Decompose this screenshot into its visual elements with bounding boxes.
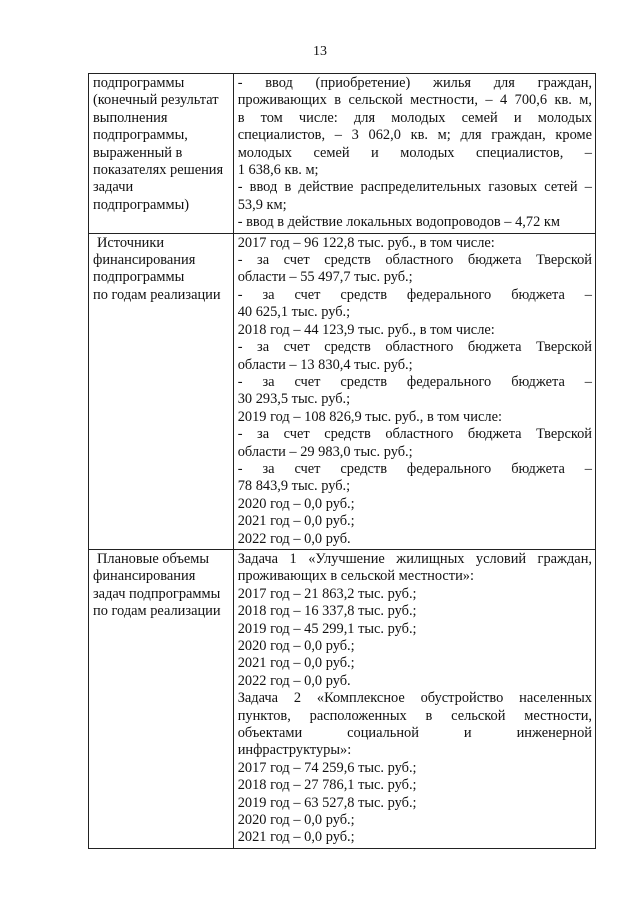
label-line: (конечный результат (93, 92, 219, 109)
row-label-cell (89, 549, 234, 848)
content-line: 2017 год – 74 259,6 тыс. руб.; (237, 759, 417, 776)
content-line: 2018 год – 27 786,1 тыс. руб.; (237, 777, 417, 794)
page-number: 13 (313, 44, 327, 59)
content-line: - ввод (приобретение) жилья для граждан, (237, 75, 592, 91)
label-line: подпрограммы, (93, 127, 188, 144)
content-line: в том числе: для молодых семей и молодых (237, 109, 592, 126)
label-line: подпрограммы (93, 269, 185, 286)
content-line: 78 843,9 тыс. руб.; (237, 478, 351, 495)
label-line: Источники (97, 234, 165, 251)
table-body (89, 74, 596, 849)
content-line: - за счет средств федерального бюджета – (237, 373, 592, 390)
content-line: молодых семей и молодых специалистов, – (237, 144, 592, 161)
content-line: 2021 год – 0,0 руб.; (237, 655, 355, 672)
label-line: финансирования (93, 252, 196, 269)
table-row (89, 549, 596, 848)
content-line: Задача 1 «Улучшение жилищных условий граждан, (237, 550, 592, 567)
content-line: 2017 год – 96 122,8 тыс. руб., в том числе: (237, 234, 495, 251)
content-line: 2019 год – 108 826,9 тыс. руб., в том числе: (237, 408, 502, 425)
row-content-cell (233, 233, 595, 549)
content-line: проживающих в сельской местности»: (237, 568, 474, 585)
content-line: 2021 год – 0,0 руб.; (237, 829, 355, 846)
label-line: выполнения (93, 109, 168, 126)
label-line: задачи (93, 179, 134, 196)
content-line: - ввод в действие локальных водопроводов – 4,72 км (237, 214, 560, 231)
content-line: специалистов, – 3 062,0 кв. м; для граждан, кроме (237, 127, 592, 144)
content-line: 2021 год – 0,0 руб.; (237, 513, 355, 530)
content-line: области – 13 830,4 тыс. руб.; (237, 356, 413, 373)
content-line: 2018 год – 16 337,8 тыс. руб.; (237, 603, 417, 620)
row-label-cell (89, 233, 234, 549)
table-row (89, 233, 596, 549)
content-line: области – 29 983,0 тыс. руб.; (237, 443, 413, 460)
label-line: финансирования (93, 568, 196, 585)
content-line: 40 625,1 тыс. руб.; (237, 304, 351, 321)
content-line: 2018 год – 44 123,9 тыс. руб., в том числе: (237, 321, 495, 338)
content-line: - за счет средств федерального бюджета – (237, 286, 592, 303)
content-line: - за счет средств областного бюджета Тверской (237, 339, 592, 356)
content-line: проживающих в сельской местности, – 4 700,6 кв. м, (237, 92, 592, 109)
content-line: - за счет средств областного бюджета Тверской (237, 252, 592, 269)
content-line: объектами социальной и инженерной (237, 725, 592, 742)
label-line: подпрограммы (93, 75, 185, 91)
content-line: 2019 год – 45 299,1 тыс. руб.; (237, 620, 417, 637)
content-line: - за счет средств федерального бюджета – (237, 460, 592, 477)
program-passport-table (88, 73, 596, 849)
table-row (89, 74, 596, 234)
content-line: 53,9 км; (237, 196, 287, 213)
label-line: задач подпрограммы (93, 585, 221, 602)
content-line: 2019 год – 63 527,8 тыс. руб.; (237, 794, 417, 811)
label-line: показателях решения (93, 162, 224, 179)
label-line: выраженный в (93, 144, 183, 161)
content-line: области – 55 497,7 тыс. руб.; (237, 269, 413, 286)
content-line: 2020 год – 0,0 руб.; (237, 638, 355, 654)
content-line: 30 293,5 тыс. руб.; (237, 391, 351, 408)
label-line: подпрограммы) (93, 196, 190, 213)
content-line: - ввод в действие распределительных газовых сетей – (237, 179, 592, 196)
content-line: 1 638,6 кв. м; (237, 162, 319, 179)
content-line: пунктов, расположенных в сельской местности, (237, 707, 592, 724)
label-line: по годам реализации (93, 286, 221, 303)
content-line: 2020 год – 0,0 руб.; (237, 812, 355, 829)
content-line: Задача 2 «Комплексное обустройство населенных (237, 690, 592, 707)
content-line: 2017 год – 21 863,2 тыс. руб.; (237, 585, 417, 602)
content-line: 2022 год – 0,0 руб. (237, 530, 351, 547)
content-line: 2020 год – 0,0 руб.; (237, 495, 355, 512)
row-content-cell (233, 74, 595, 234)
label-line: по годам реализации (93, 603, 221, 620)
content-line: инфраструктуры»: (237, 742, 352, 759)
row-label-cell (89, 74, 234, 234)
content-line: - за счет средств областного бюджета Тверской (237, 426, 592, 443)
row-content-cell (233, 549, 595, 848)
content-line: 2022 год – 0,0 руб. (237, 672, 351, 689)
label-line: Плановые объемы (97, 550, 210, 567)
